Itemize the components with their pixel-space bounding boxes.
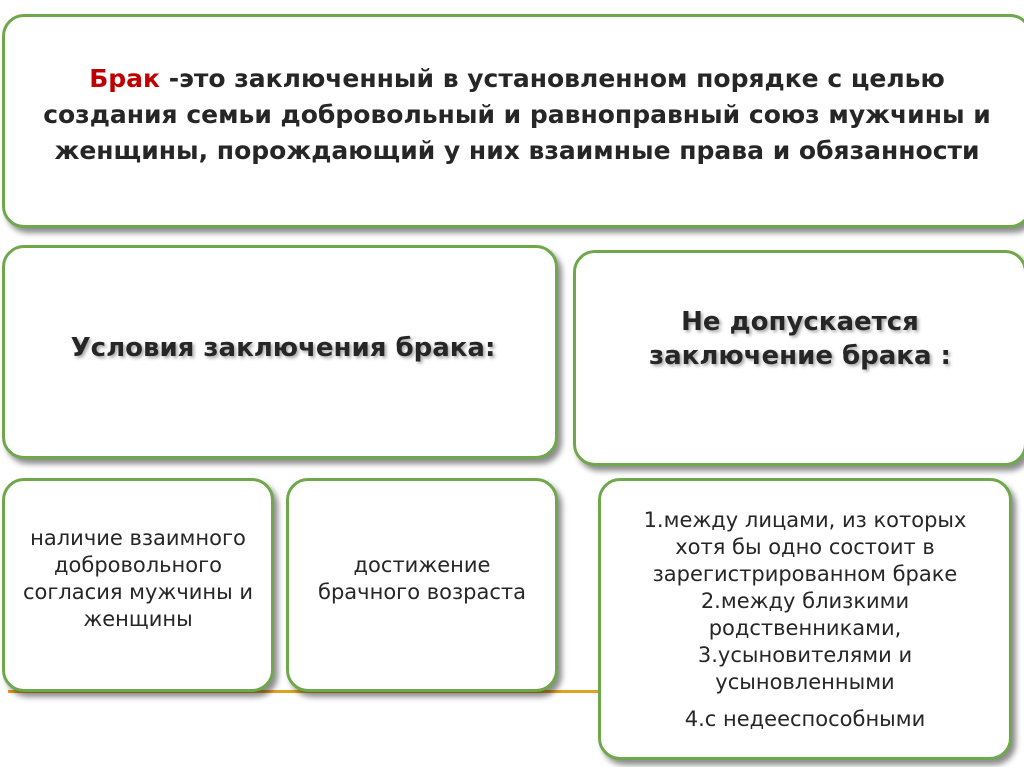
conditions-heading: Условия заключения брака: — [70, 333, 496, 363]
prohibited-case-1: 1.между лицами, из которых хотя бы одно состоит в зарегистрированном браке — [643, 508, 967, 586]
conditions-heading-box — [2, 245, 558, 459]
prohibited-heading: Не допускается заключение брака : — [649, 307, 951, 371]
definition-text — [35, 61, 999, 169]
prohibited-case-3: 3.усыновителями и усыновленными — [697, 643, 913, 694]
definition-box — [2, 14, 1024, 228]
prohibited-cases-list — [620, 507, 990, 733]
definition-body: -это заключенный в установленном порядке с целью создания семьи добровольный и равноправный союз мужчины и женщины, порождающий у них взаимные права и обязанности — [43, 64, 991, 165]
definition-term: Брак — [89, 64, 160, 93]
prohibited-cases-box — [598, 478, 1012, 760]
prohibited-case-4: 4.с недееспособными — [684, 707, 926, 731]
condition-consent-box — [2, 478, 274, 692]
condition-age-text: достижение брачного возраста — [318, 553, 526, 604]
prohibited-heading-box — [573, 250, 1024, 466]
condition-age-box — [286, 478, 558, 692]
condition-consent-text: наличие взаимного добровольного согласия мужчины и женщины — [22, 526, 254, 631]
prohibited-case-2: 2.между близкими родственниками, — [700, 589, 910, 640]
